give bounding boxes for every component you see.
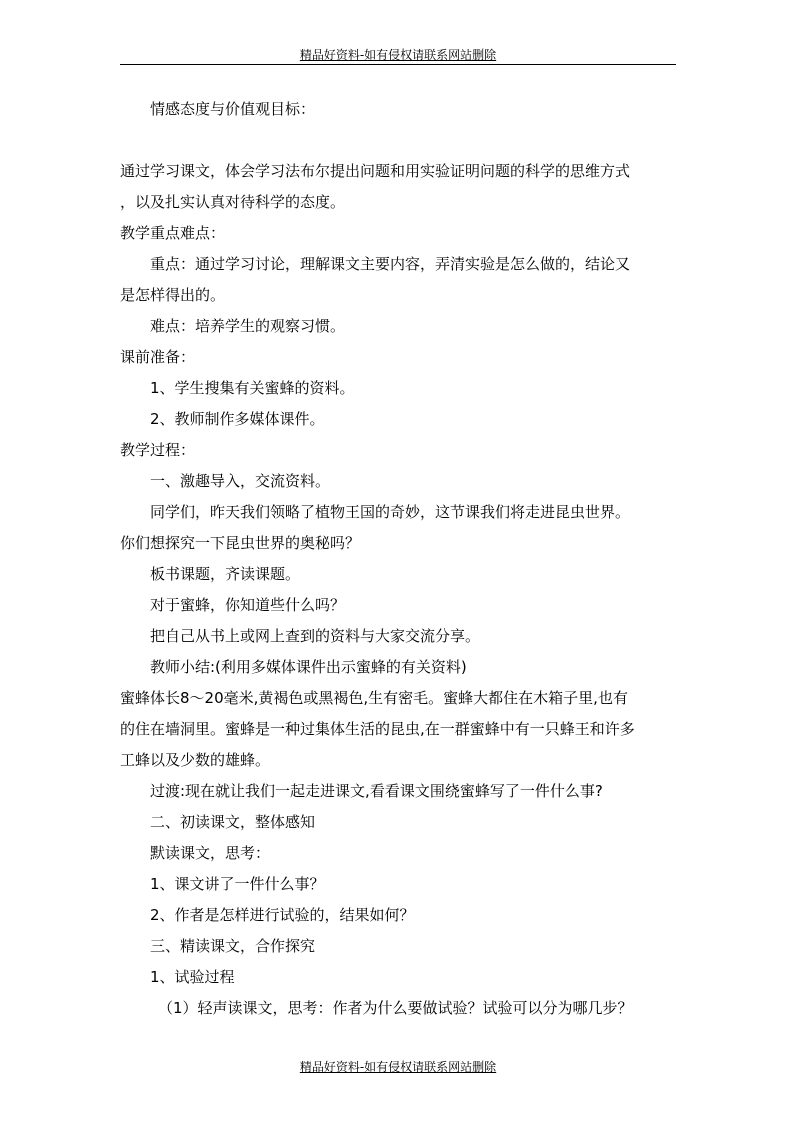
text-line: 1、试验过程 [150, 968, 235, 986]
text-line: 课前准备： [120, 348, 196, 366]
text-line: 默读课文，思考： [150, 844, 271, 862]
text-line: 过渡:现在就让我们一起走进课文,看看课文围绕蜜蜂写了一件什么事? [150, 782, 603, 800]
page-header: 精品好资料-如有侵权请联系网站删除 [299, 48, 497, 62]
text-line: 的住在墙洞里。蜜蜂是一种过集体生活的昆虫,在一群蜜蜂中有一只蜂王和许多 [120, 720, 635, 738]
text-line: 一、激趣导入，交流资料。 [150, 472, 331, 490]
blank-line [120, 125, 680, 156]
header-rule [120, 64, 676, 65]
text-line: 2、作者是怎样进行试验的，结果如何？ [150, 906, 415, 924]
text-line: 难点：培养学生的观察习惯。 [150, 317, 346, 335]
text-line: 情感态度与价值观目标： [150, 100, 316, 118]
text-line: 通过学习课文，体会学习法布尔提出问题和用实验证明问题的科学的思维方式 [120, 162, 631, 180]
document-body [120, 94, 680, 1024]
text-line: 1、学生搜集有关蜜蜂的资料。 [150, 379, 355, 397]
text-line: 教学重点难点： [120, 224, 226, 242]
text-line: 三、精读课文，合作探究 [150, 937, 316, 955]
text-line: 重点：通过学习讨论，理解课文主要内容，弄清实验是怎么做的，结论又 [150, 255, 631, 273]
text-line: 2、教师制作多媒体课件。 [150, 410, 325, 428]
text-line: 对于蜜蜂，你知道些什么吗？ [150, 596, 346, 614]
text-line: ，以及扎实认真对待科学的态度。 [120, 193, 346, 211]
text-line: 把自己从书上或网上查到的资料与大家交流分享。 [150, 627, 481, 645]
text-line: 你们想探究一下昆虫世界的奥秘吗？ [120, 534, 361, 552]
text-line: 同学们，昨天我们领略了植物王国的奇妙，这节课我们将走进昆虫世界。 [150, 503, 631, 521]
text-line: 是怎样得出的。 [120, 286, 226, 304]
text-line: 工蜂以及少数的雄蜂。 [120, 751, 271, 769]
text-line: 二、初读课文，整体感知 [150, 813, 316, 831]
text-line: 教师小结:(利用多媒体课件出示蜜蜂的有关资料) [150, 658, 467, 676]
text-line: 1、课文讲了一件什么事？ [150, 875, 325, 893]
text-line: 蜜蜂体长8～20毫米,黄褐色或黑褐色,生有密毛。蜜蜂大都住在木箱子里,也有 [120, 689, 628, 707]
text-line: 板书课题，齐读课题。 [150, 565, 301, 583]
page-footer: 精品好资料-如有侵权请联系网站删除 [299, 1060, 497, 1074]
text-line: 教学过程： [120, 441, 196, 459]
text-line: （1）轻声读课文，思考：作者为什么要做试验？试验可以分为哪几步？ [158, 999, 633, 1017]
